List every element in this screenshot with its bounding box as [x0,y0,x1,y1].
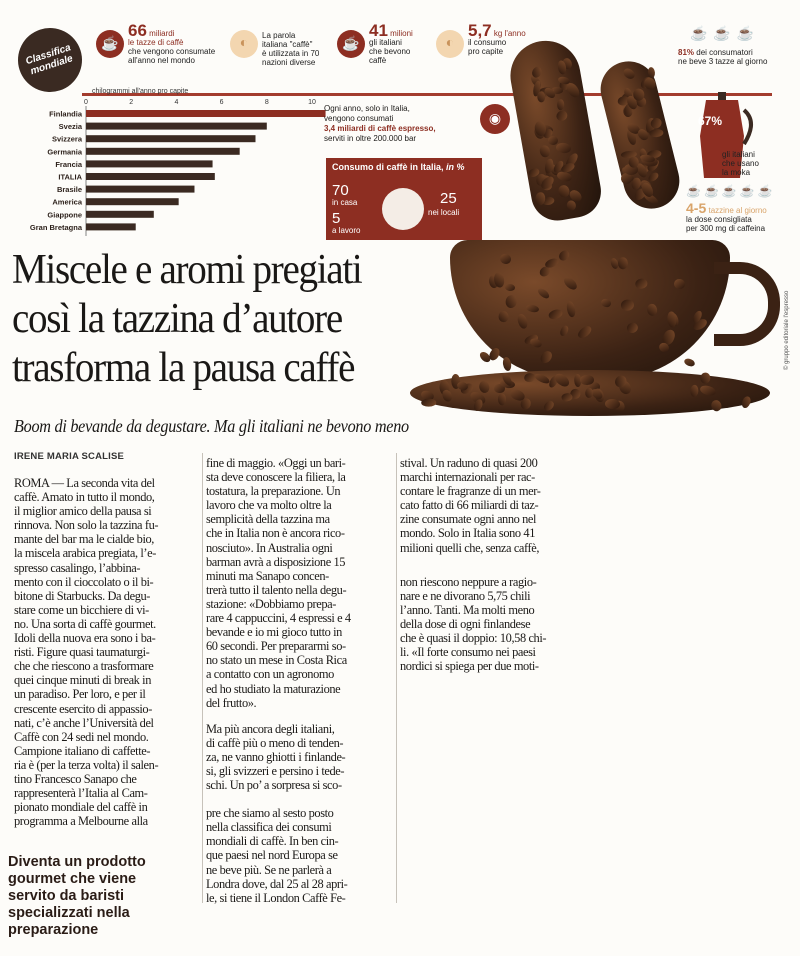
home-label: in casa [332,198,358,207]
text-line: ria è (per la terza volta) il salen- [14,757,159,772]
coffee-bean-icon [505,294,518,308]
coffee-bean-icon [529,336,543,348]
text-line: ne beve più. Se ne parlerà a [206,862,332,877]
text-line: milioni quelli che, senza caffè, [400,540,540,555]
text-line: nati, c’è anche l’Università del [14,715,154,730]
info-line: vengono consumati [324,114,394,123]
bar-category-label: Svizzera [51,134,82,144]
coffee-bean-icon [555,109,570,123]
text-line: lavoro che va molto oltre la [206,498,332,513]
text-line: della dose di ogni finlandese [400,616,531,631]
byline: IRENE MARIA SCALISE [14,451,125,462]
text-line: si, gli svizzeri e persino i tede- [206,763,345,778]
bar-category-label: America [52,197,82,207]
work-value: 5 [332,210,341,227]
text-line: nosciuto». In Australia ogni [206,540,333,555]
coffee-bean-icon [646,303,658,317]
bar-category-label: Francia [55,159,82,169]
coffee-bean-icon [584,388,593,399]
consumption-title-text: Consumo di caffè in Italia, [332,162,444,172]
text-line: mante del bar ma le cialde bio, [14,532,155,547]
x-tick-label: 10 [308,99,316,106]
coffee-bean-icon [683,358,696,369]
coffee-bean-icon [539,349,555,365]
coffee-bean-icon [536,287,551,301]
stat-line: che bevono [369,47,411,56]
bar-value: 25 [440,190,457,207]
coffee-bean-icon [558,248,572,262]
coffee-cup-icon: ☕ [96,30,124,58]
coffee-bean-icon [649,129,664,138]
text-line: crescente esercito di appassio- [14,701,152,716]
stat-unit: milioni [390,29,413,38]
moka-line: gli italiani [722,150,755,159]
dose-value: 4-5 [686,200,707,216]
text-line: tostatura, la preparazione. Un [206,484,341,499]
coffee-bean-icon [556,99,564,110]
text-line: schi. Un po’ a sorpresa si sco- [206,778,342,793]
moka-percent: 67% [698,114,723,128]
coffee-bean-icon [502,357,512,372]
x-tick-label: 0 [84,99,88,106]
column-divider [396,453,397,903]
stat-line: all'anno nel mondo [128,56,195,65]
text-line: rappresenterà l’Italia al Cam- [14,786,148,801]
text-line: che in Italia non è ancora rico- [206,526,345,541]
dose-line: tazzine al giorno [708,206,767,215]
text-line: pre che siamo al sesto posto [206,806,334,821]
stat-line: le tazze di caffè [128,38,184,47]
stat-line: nazioni diverse [262,58,316,67]
pull-quote-line: specializzati nella [8,905,130,921]
coffee-bean-icon [523,372,535,382]
column-divider [202,453,203,903]
coffee-bean-icon [504,284,515,292]
coffee-bean-icon [617,258,627,270]
coffee-bean-icon [556,142,572,154]
text-line: zine consumate ogni anno nel [400,512,537,527]
text-line: no stato un mese in Costa Rica [206,653,347,668]
coffee-bean-icon [565,301,576,318]
coffee-bean-icon [674,279,685,290]
x-tick-label: 6 [219,99,224,106]
moka-line: che usano [722,159,759,168]
coffee-bean-icon [537,91,545,102]
info-line: serviti in oltre 200.000 bar [324,134,417,143]
coffee-bean-icon [740,395,752,409]
text-line: tino Francesco Sanapo che [14,771,137,786]
consumption-unit: in % [446,162,465,172]
text-line: di caffè più o meno di tenden- [206,735,344,750]
headline-line: Miscele e aromi pregiati [12,247,362,293]
chart-caption: chilogrammi all'anno pro capite [92,88,189,95]
text-line: del frutto». [206,695,257,710]
stat-line: il consumo [468,38,507,47]
coffee-bean-icon [562,393,573,402]
bar-category-label: Giappone [47,210,82,220]
coffee-bean-icon: ◐ [230,30,258,58]
bar-category-label: Finlandia [49,109,82,119]
headline [12,246,384,393]
coffee-bean-icon [558,324,569,337]
stat-value: 5,7 [468,21,492,40]
text-line: mondo. Solo in Italia sono 41 [400,526,536,541]
text-line: la miscela arabica pregiata, l’e- [14,546,156,561]
stat-line: ne beve 3 tazze al giorno [678,57,768,66]
stat-value: 41 [369,21,388,40]
pull-quote [8,854,196,939]
text-line: stazione: «Dobbiamo prepa- [206,596,336,611]
dose-line: la dose consigliata [686,215,752,224]
bar-category-label: ITALIA [58,172,82,182]
coffee-bean-icon [534,372,551,385]
text-line: que paesi nel nord Europa se [206,848,338,863]
coffee-bean-icon [700,372,711,384]
stat-value: 81% [678,48,695,57]
coffee-bean-icon [544,256,560,269]
coffee-bean-icon [516,313,529,330]
text-line: non riescono neppure a ragio- [400,574,537,589]
three-cups-icon: ☕☕☕ [690,27,761,42]
x-tick-label: 2 [129,99,134,106]
info-line: 3,4 miliardi di caffè espresso, [324,124,436,133]
coffee-bean-icon [711,399,724,413]
text-line: spresso casalingo, l’abbina- [14,560,141,575]
coffee-bean-icon [539,145,551,158]
text-line: nare e ne divorano 5,75 chili [400,588,531,603]
coffee-bean-icon [621,67,636,82]
text-line: stival. Un raduno di quasi 200 [400,456,538,470]
text-line: l’anno. Tanti. Ma molti meno [400,602,535,617]
stat-line: che vengono consumate [128,47,216,56]
paragraph [206,456,394,710]
text-line: quei cinque minuti di break in [14,673,151,688]
text-line: rare 4 cappuccini, 4 espressi e 4 [206,611,351,626]
coffee-bean-icon [526,304,540,314]
text-line: il miglior amico della pausa si [14,504,152,519]
coffee-bean-icon: ◐ [436,30,464,58]
text-line: stare come un bicchiere di vi- [14,602,149,617]
text-line: Londra dove, dal 25 al 28 apri- [206,876,348,891]
text-line: Idoli della nuova era sono i ba- [14,631,156,646]
text-line: Caffè con 24 sedi nel mondo. [14,729,149,744]
x-tick-label: 8 [264,99,269,106]
article-column-3 [400,456,590,680]
coffee-bean-icon [498,311,508,323]
coffee-bean-icon [562,275,579,292]
text-line: che è quasi il doppio: 10,58 chi- [400,631,547,646]
paragraph [14,476,202,828]
text-line: no. Una sorta di caffè gourmet. [14,616,156,631]
coffee-bean-icon [493,272,505,288]
text-line: programma a Melbourne alla [14,814,148,829]
text-line: sta deve conoscere la filiera, la [206,470,346,485]
headline-line: così la tazzina d’autore [12,296,342,342]
text-line: minuti ma Sanapo concen- [206,568,329,583]
stat-line: caffè [369,56,387,65]
paragraph [400,456,590,555]
text-line: mondiali di caffè. In ben cin- [206,834,339,849]
text-line: a contatto con un agronomo [206,667,334,682]
text-line: nordici si spiega per due moti- [400,659,539,674]
stat-line: La parola [262,31,296,40]
stat-line: italiana "caffè" [262,40,313,49]
paragraph [206,806,394,905]
coffee-bean-icon [699,384,716,397]
paragraph [206,722,394,792]
text-line: Campione italiano di caffette- [14,743,151,758]
coffee-bean-icon [421,399,436,407]
text-line: bevande e io mi gioco tutto in [206,625,342,640]
coffee-bean-icon [543,399,556,412]
info-line: Ogni anno, solo in Italia, [324,104,410,113]
article-column-1 [14,476,202,835]
subheadline: Boom di bevande da degustare. Ma gli italiani ne bevono meno [14,416,409,436]
text-line: pionato mondiale del caffè in [14,800,148,815]
text-line: le, si tiene il London Caffè Fe- [206,890,346,905]
coffee-bean-icon [689,384,698,397]
text-line: li. «Il forte consumo nei paesi [400,645,536,660]
stat-line: pro capite [468,47,504,56]
dose-line: per 300 mg di caffeina [686,224,766,233]
coffee-bean-icon [580,375,594,385]
x-tick-label: 4 [174,99,179,106]
stat-line: è utilizzata in 70 [262,49,320,58]
paragraph [400,575,590,674]
text-line: semplicità della tazzina ma [206,512,330,527]
stat-value: 66 [128,21,147,40]
coffee-bean-icon [635,279,649,290]
text-line: bitone di Starbucks. Da degu- [14,588,151,603]
text-line: risti. Figure quasi taumaturgi- [14,645,150,660]
text-line: che che riescono a trasformare [14,659,154,674]
pull-quote-line: servito da baristi [8,888,125,904]
work-label: a lavoro [332,226,361,235]
text-line: barman avrà a disposizione 15 [206,554,346,569]
pull-quote-line: Diventa un prodotto [8,854,146,870]
stat-line: gli italiani [369,38,402,47]
coffee-bean-icon [600,298,612,309]
coffee-bean-icon [548,308,564,320]
text-line: caffè. Amato in tutto il mondo, [14,490,155,505]
home-value: 70 [332,182,349,199]
coffee-bean-icon [633,88,645,100]
bar-label: nei locali [428,208,460,217]
stat-unit: kg l'anno [493,29,526,38]
text-line: marchi internazionali per rac- [400,470,535,485]
coffee-bean-icon [620,299,634,311]
photo-credit: © gruppo editoriale l'espresso [784,290,790,370]
text-line: za, ne vanno ghiotti i finlande- [206,749,346,764]
text-line: mento con il cioccolato o il bi- [14,574,154,589]
coffee-bean-icon [498,393,507,405]
coffee-bean-icon [625,321,639,334]
bar-category-label: Svezia [58,122,82,132]
coffee-bean-icon [499,253,513,266]
text-line: Ma più ancora degli italiani, [206,721,335,736]
article-column-2 [206,456,394,912]
text-line: un paradiso. Per loro, e per il [14,687,146,702]
text-line: 60 secondi. Per prepararmi so- [206,639,346,654]
text-line: contare le fragranze di un mer- [400,484,541,499]
moka-line: la moka [722,168,751,177]
text-line: nella classifica dei consumi [206,820,332,835]
text-line: cato fatto di 66 miliardi di taz- [400,498,539,513]
text-line: ROMA — La seconda vita del [14,476,155,490]
pull-quote-line: gourmet che viene [8,871,137,887]
text-line: fine di maggio. «Oggi un bari- [206,456,346,470]
coffee-bean-icon [576,324,593,340]
text-line: trerà tutto il talento nella degu- [206,582,347,597]
stamp-label: Classifica mondiale [24,42,75,78]
coffee-bean-icon [440,389,453,404]
bar-category-label: Gran Bretagna [29,222,82,232]
bar-category-label: Brasile [56,185,82,195]
coffee-cup-icon: ☕ [337,30,365,58]
text-line: ed ho studiato la maturazione [206,681,341,696]
headline-line: trasforma la pausa caffè [12,345,355,391]
pull-quote-line: preparazione [8,922,99,938]
stat-unit: miliardi [149,29,175,38]
text-line: rinnova. Non solo la tazzina fu- [14,518,159,533]
stat-line: dei consumatori [696,48,753,57]
bar-category-label: Germania [47,147,82,157]
five-cups-icon: ☕☕☕☕☕ [686,184,776,198]
coffee-bean-icon: ◉ [480,104,510,134]
